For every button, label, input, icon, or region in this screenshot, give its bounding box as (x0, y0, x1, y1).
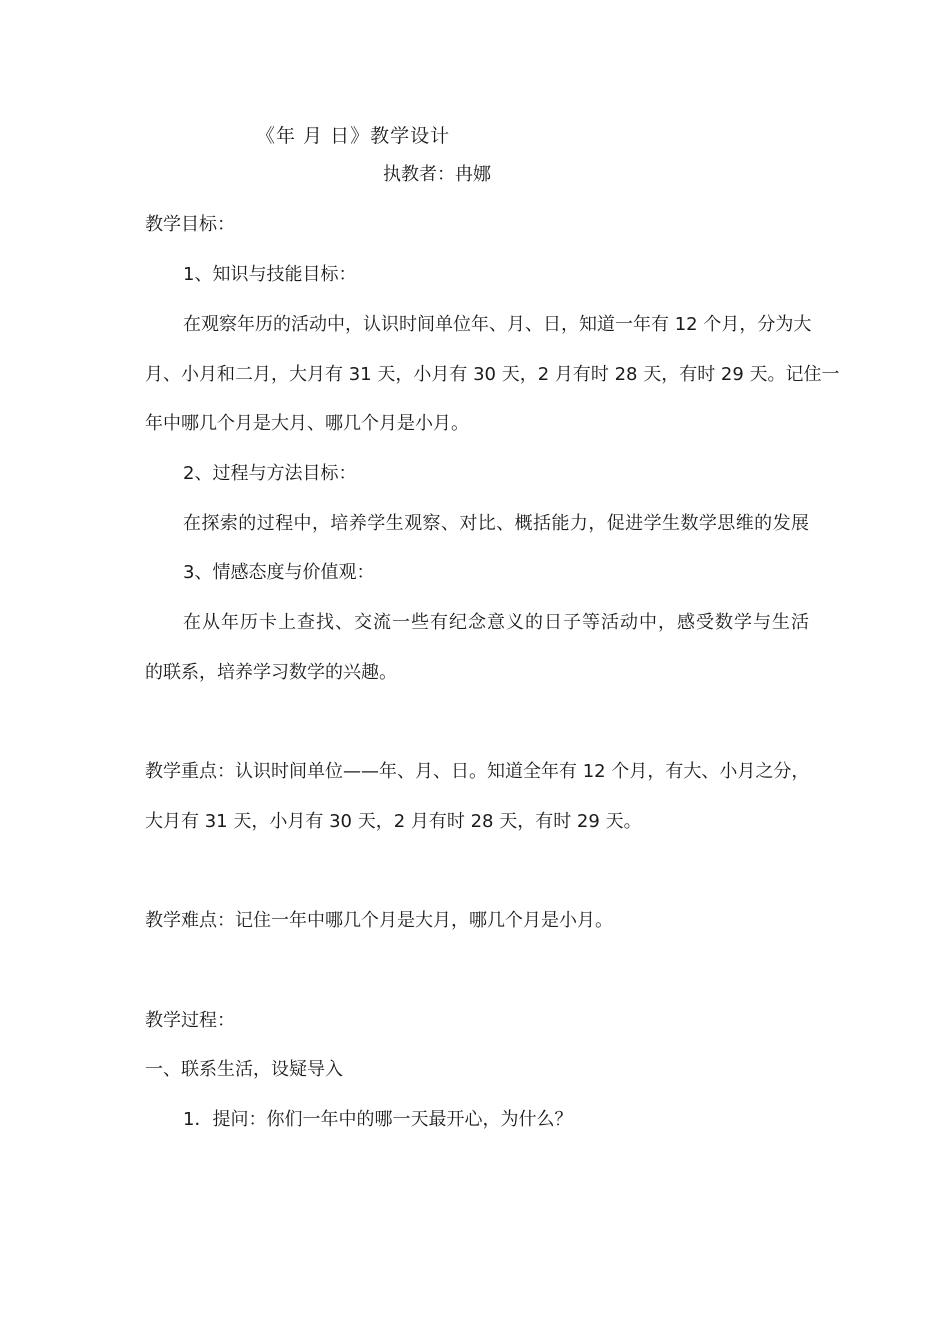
author-line: 执教者：冉娜 (383, 164, 491, 185)
process-heading: 教学过程： (145, 1010, 235, 1031)
goal1-paragraph-line: 年中哪几个月是大月、哪几个月是小月。 (145, 413, 469, 434)
key-points-line: 教学重点：认识时间单位——年、月、日。知道全年有 12 个月，有大、小月之分， (145, 761, 810, 782)
goals-heading: 教学目标： (145, 214, 235, 235)
goal3-heading: 3、情感态度与价值观： (183, 562, 375, 583)
difficulty-line: 教学难点：记住一年中哪几个月是大月，哪几个月是小月。 (145, 910, 613, 931)
goal2-paragraph-line: 在探索的过程中，培养学生观察、对比、概括能力，促进学生数学思维的发展 (183, 513, 809, 534)
goal1-paragraph-line: 月、小月和二月，大月有 31 天，小月有 30 天，2 月有时 28 天，有时 29 天。记住一 (145, 364, 840, 385)
goal2-heading: 2、过程与方法目标： (183, 463, 357, 484)
goal3-paragraph-line: 的联系，培养学习数学的兴趣。 (145, 662, 397, 683)
key-points-line: 大月有 31 天，小月有 30 天，2 月有时 28 天，有时 29 天。 (145, 811, 642, 832)
goal1-heading: 1、知识与技能目标： (183, 264, 357, 285)
goal1-paragraph-line: 在观察年历的活动中，认识时间单位年、月、日，知道一年有 12 个月，分为大 (183, 314, 812, 335)
goal3-paragraph-line: 在从年历卡上查找、交流一些有纪念意义的日子等活动中，感受数学与生活 (183, 612, 809, 633)
section1-heading: 一、联系生活，设疑导入 (145, 1059, 343, 1080)
document-title: 《年 月 日》教学设计 (256, 125, 451, 147)
section1-item: 1．提问：你们一年中的哪一天最开心，为什么？ (183, 1109, 573, 1130)
